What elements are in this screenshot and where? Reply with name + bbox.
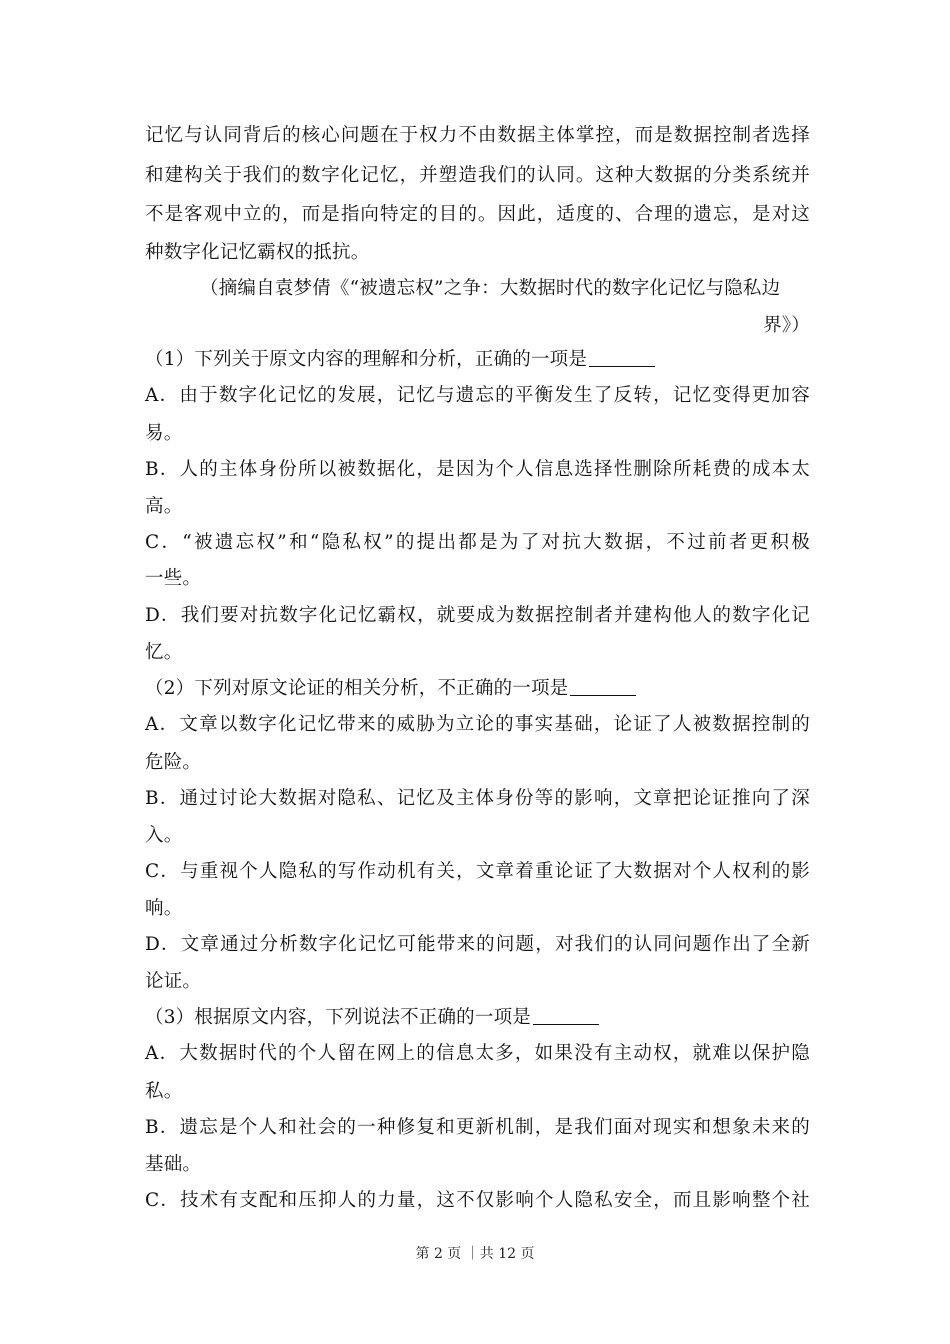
option-a: A．由于数字化记忆的发展，记忆与遗忘的平衡发生了反转，记忆变得更加容 (145, 385, 810, 406)
option-b: B．人的主体身份所以被数据化，是因为个人信息选择性删除所耗费的成本太 (145, 459, 810, 480)
option-c-cont: 响。 (145, 898, 183, 919)
option-d-cont: 忆。 (145, 642, 183, 663)
passage-line: 种数字化记忆霸权的抵抗。 (145, 242, 370, 263)
passage-line: 不是客观中立的，而是指向特定的目的。因此，适度的、合理的遗忘，是对这 (145, 204, 810, 225)
question-1-stem (145, 347, 810, 373)
option-b-cont: 入。 (145, 825, 183, 846)
answer-blank (570, 677, 636, 696)
option-a: A．文章以数字化记忆带来的威胁为立论的事实基础，论证了人被数据控制的 (145, 714, 810, 735)
passage-line: 和建构关于我们的数字化记忆，并塑造我们的认同。这种大数据的分类系统并 (145, 165, 810, 186)
option-c: C．与重视个人隐私的写作动机有关，文章着重论证了大数据对个人权利的影 (145, 861, 810, 882)
question-2-stem (145, 676, 810, 702)
option-b: B．通过讨论大数据对隐私、记忆及主体身份等的影响，文章把论证推向了深 (145, 788, 810, 809)
option-b: B．遗忘是个人和社会的一种修复和更新机制，是我们面对现实和想象未来的 (145, 1117, 810, 1138)
question-stem-text: （2）下列对原文论证的相关分析，不正确的一项是 (145, 678, 569, 699)
passage-line: 记忆与认同背后的核心问题在于权力不由数据主体掌控，而是数据控制者选择 (145, 125, 810, 146)
option-b-cont: 基础。 (145, 1154, 202, 1175)
option-c: C．“被遗忘权”和“隐私权”的提出都是为了对抗大数据，不过前者更积极 (145, 532, 810, 553)
option-a-cont: 易。 (145, 423, 183, 444)
option-a-cont: 私。 (145, 1081, 183, 1102)
source-citation: （摘编自袁梦倩《“被遗忘权”之争：大数据时代的数字化记忆与隐私边 (200, 278, 781, 299)
answer-blank (533, 1006, 599, 1025)
answer-blank (589, 348, 655, 367)
option-d: D．我们要对抗数字化记忆霸权，就要成为数据控制者并建构他人的数字化记 (145, 605, 810, 626)
option-a-cont: 危险。 (145, 752, 202, 773)
option-c-cont: 一些。 (145, 568, 202, 589)
option-b-cont: 高。 (145, 496, 183, 517)
page-footer: 第 2 页 ｜共 12 页 (415, 1246, 535, 1262)
source-citation-cont: 界》） (763, 315, 810, 336)
option-d: D．文章通过分析数字化记忆可能带来的问题，对我们的认同问题作出了全新 (145, 934, 810, 955)
question-3-stem (145, 1005, 810, 1031)
option-c: C．技术有支配和压抑人的力量，这不仅影响个人隐私安全，而且影响整个社 (145, 1190, 810, 1211)
option-a: A．大数据时代的个人留在网上的信息太多，如果没有主动权，就难以保护隐 (145, 1043, 810, 1064)
option-d-cont: 论证。 (145, 971, 202, 992)
question-stem-text: （3）根据原文内容，下列说法不正确的一项是 (145, 1007, 531, 1028)
question-stem-text: （1）下列关于原文内容的理解和分析，正确的一项是 (145, 349, 588, 370)
